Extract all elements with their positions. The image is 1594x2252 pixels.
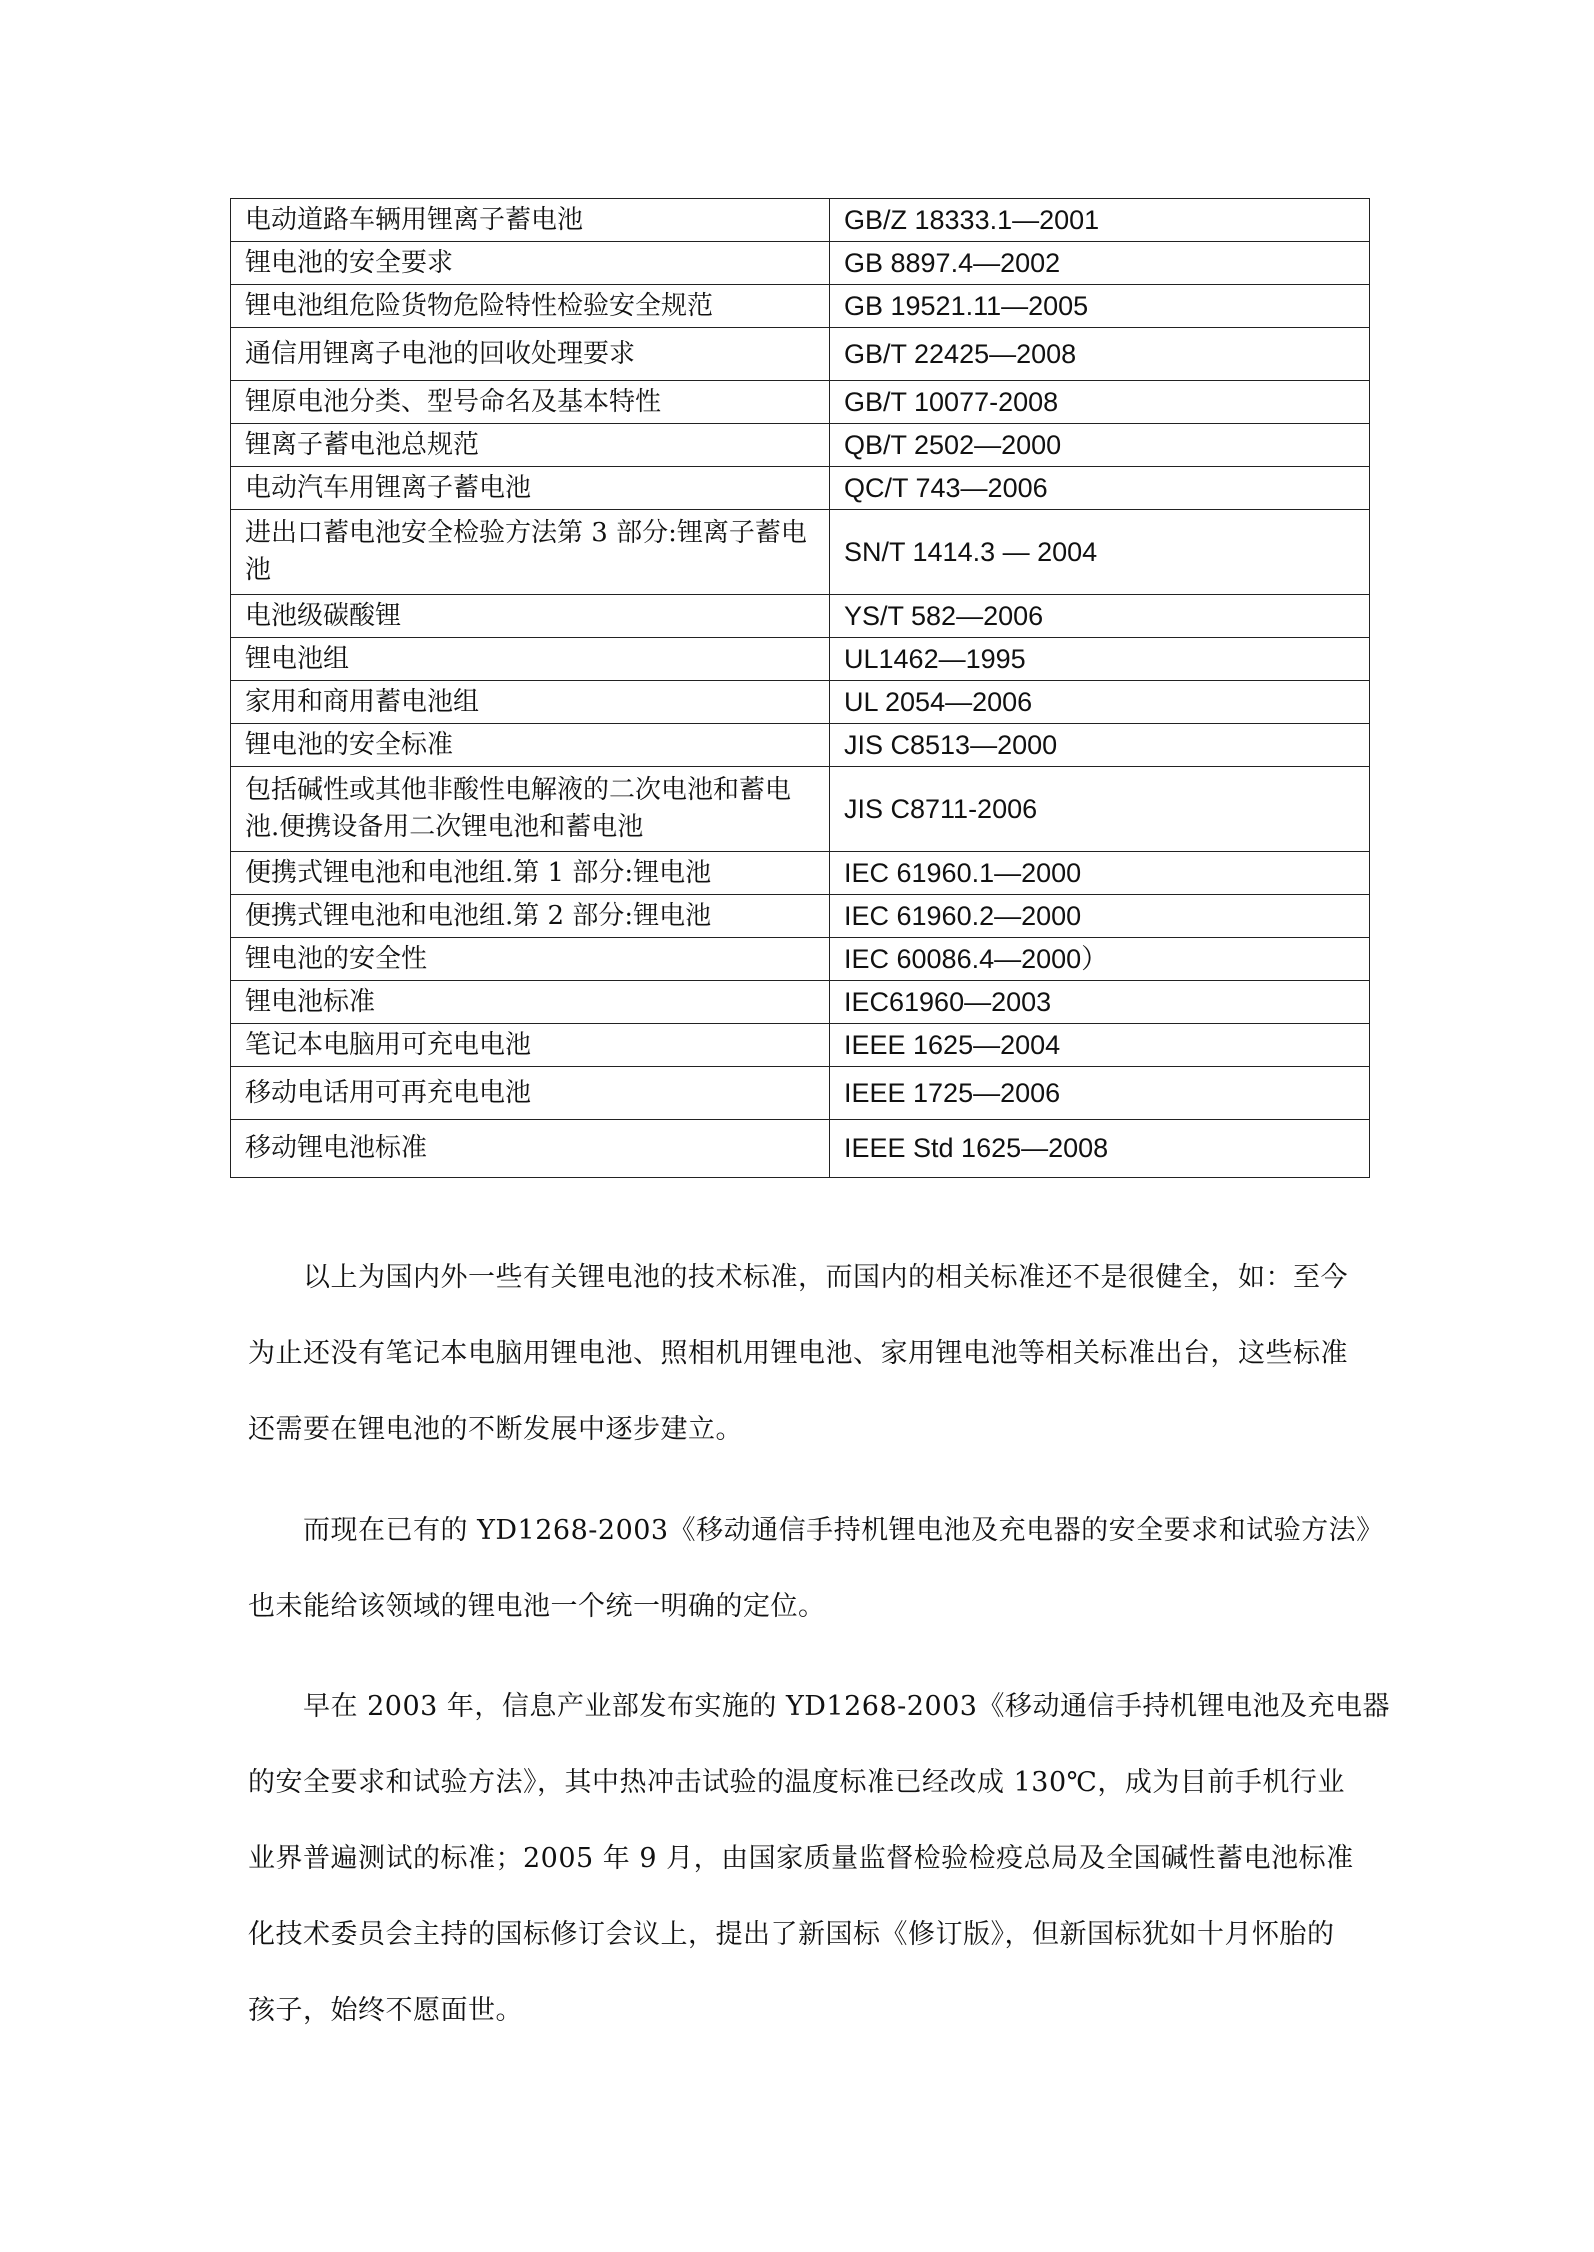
standard-name-cell: 锂电池的安全要求 (231, 242, 830, 285)
paragraph-line: 业界普遍测试的标准；2005 年 9 月，由国家质量监督检验检疫总局及全国碱性蓄电池标准 (248, 1843, 1354, 1874)
standard-code-cell: JIS C8711-2006 (830, 767, 1370, 852)
standard-code-cell: IEEE Std 1625—2008 (830, 1120, 1370, 1178)
standard-name-cell: 锂电池组危险货物危险特性检验安全规范 (231, 285, 830, 328)
table-row (231, 595, 1370, 638)
standard-code-cell: UL1462—1995 (830, 638, 1370, 681)
standard-code-cell: IEEE 1625—2004 (830, 1024, 1370, 1067)
standard-code-cell: GB/T 22425—2008 (830, 328, 1370, 381)
standard-name-cell: 便携式锂电池和电池组.第 1 部分:锂电池 (231, 852, 830, 895)
standard-name-cell: 电池级碳酸锂 (231, 595, 830, 638)
standard-name-cell: 电动道路车辆用锂离子蓄电池 (231, 199, 830, 242)
standard-name-cell: 移动锂电池标准 (231, 1120, 830, 1178)
standard-code-cell: GB 8897.4—2002 (830, 242, 1370, 285)
paragraph-line: 为止还没有笔记本电脑用锂电池、照相机用锂电池、家用锂电池等相关标准出台，这些标准 (248, 1338, 1348, 1369)
paragraph-line: 以上为国内外一些有关锂电池的技术标准，而国内的相关标准还不是很健全，如：至今 (303, 1262, 1348, 1293)
standard-name-cell: 便携式锂电池和电池组.第 2 部分:锂电池 (231, 895, 830, 938)
table-row (231, 852, 1370, 895)
standard-code-cell: IEC61960—2003 (830, 981, 1370, 1024)
standard-code-cell: GB/T 10077-2008 (830, 381, 1370, 424)
standards-table (230, 198, 1370, 1178)
standard-code-cell: JIS C8513—2000 (830, 724, 1370, 767)
standards-table-body (231, 199, 1370, 1178)
table-row (231, 981, 1370, 1024)
standard-code-cell: IEC 60086.4—2000） (830, 938, 1370, 981)
standard-code-cell: QC/T 743—2006 (830, 467, 1370, 510)
paragraph-line: 孩子，始终不愿面世。 (248, 1995, 523, 2026)
table-row (231, 424, 1370, 467)
standard-name-cell: 包括碱性或其他非酸性电解液的二次电池和蓄电池.便携设备用二次锂电池和蓄电池 (231, 767, 830, 852)
table-row (231, 938, 1370, 981)
table-row (231, 381, 1370, 424)
standard-name-cell: 锂电池组 (231, 638, 830, 681)
table-row (231, 767, 1370, 852)
table-row (231, 467, 1370, 510)
paragraph-line: 的安全要求和试验方法》，其中热冲击试验的温度标准已经改成 130℃，成为目前手机行业 (248, 1767, 1345, 1798)
standard-code-cell: IEEE 1725—2006 (830, 1067, 1370, 1120)
table-row (231, 638, 1370, 681)
table-row (231, 1120, 1370, 1178)
standard-name-cell: 锂离子蓄电池总规范 (231, 424, 830, 467)
standard-name-cell: 通信用锂离子电池的回收处理要求 (231, 328, 830, 381)
standard-code-cell: GB 19521.11—2005 (830, 285, 1370, 328)
table-row (231, 1067, 1370, 1120)
standard-code-cell: QB/T 2502—2000 (830, 424, 1370, 467)
table-row (231, 285, 1370, 328)
standard-code-cell: UL 2054—2006 (830, 681, 1370, 724)
standard-name-cell: 锂电池的安全标准 (231, 724, 830, 767)
paragraph-line: 化技术委员会主持的国标修订会议上，提出了新国标《修订版》，但新国标犹如十月怀胎的 (248, 1919, 1335, 1950)
standard-name-cell: 锂原电池分类、型号命名及基本特性 (231, 381, 830, 424)
standard-code-cell: GB/Z 18333.1—2001 (830, 199, 1370, 242)
table-row (231, 510, 1370, 595)
paragraph-standards-summary (248, 1240, 1398, 1468)
standard-name-cell: 电动汽车用锂离子蓄电池 (231, 467, 830, 510)
paragraph-line: 还需要在锂电池的不断发展中逐步建立。 (248, 1414, 743, 1445)
table-row (231, 242, 1370, 285)
paragraph-line: 也未能给该领域的锂电池一个统一明确的定位。 (248, 1591, 826, 1622)
standard-name-cell: 移动电话用可再充电电池 (231, 1067, 830, 1120)
table-row (231, 681, 1370, 724)
table-row (231, 199, 1370, 242)
standard-name-cell: 锂电池的安全性 (231, 938, 830, 981)
standard-code-cell: IEC 61960.2—2000 (830, 895, 1370, 938)
table-row (231, 895, 1370, 938)
standard-name-cell: 进出口蓄电池安全检验方法第 3 部分:锂离子蓄电池 (231, 510, 830, 595)
paragraph-yd1268-note (248, 1493, 1398, 1645)
standard-code-cell: YS/T 582—2006 (830, 595, 1370, 638)
standard-code-cell: SN/T 1414.3 — 2004 (830, 510, 1370, 595)
paragraph-line: 而现在已有的 YD1268-2003《移动通信手持机锂电池及充电器的安全要求和试验方法》 (303, 1515, 1384, 1546)
table-row (231, 1024, 1370, 1067)
paragraph-history (248, 1669, 1398, 2049)
standard-name-cell: 家用和商用蓄电池组 (231, 681, 830, 724)
standard-name-cell: 锂电池标准 (231, 981, 830, 1024)
paragraph-line: 早在 2003 年，信息产业部发布实施的 YD1268-2003《移动通信手持机锂电池及充电器 (303, 1691, 1390, 1722)
standard-code-cell: IEC 61960.1—2000 (830, 852, 1370, 895)
standard-name-cell: 笔记本电脑用可充电电池 (231, 1024, 830, 1067)
table-row (231, 328, 1370, 381)
table-row (231, 724, 1370, 767)
